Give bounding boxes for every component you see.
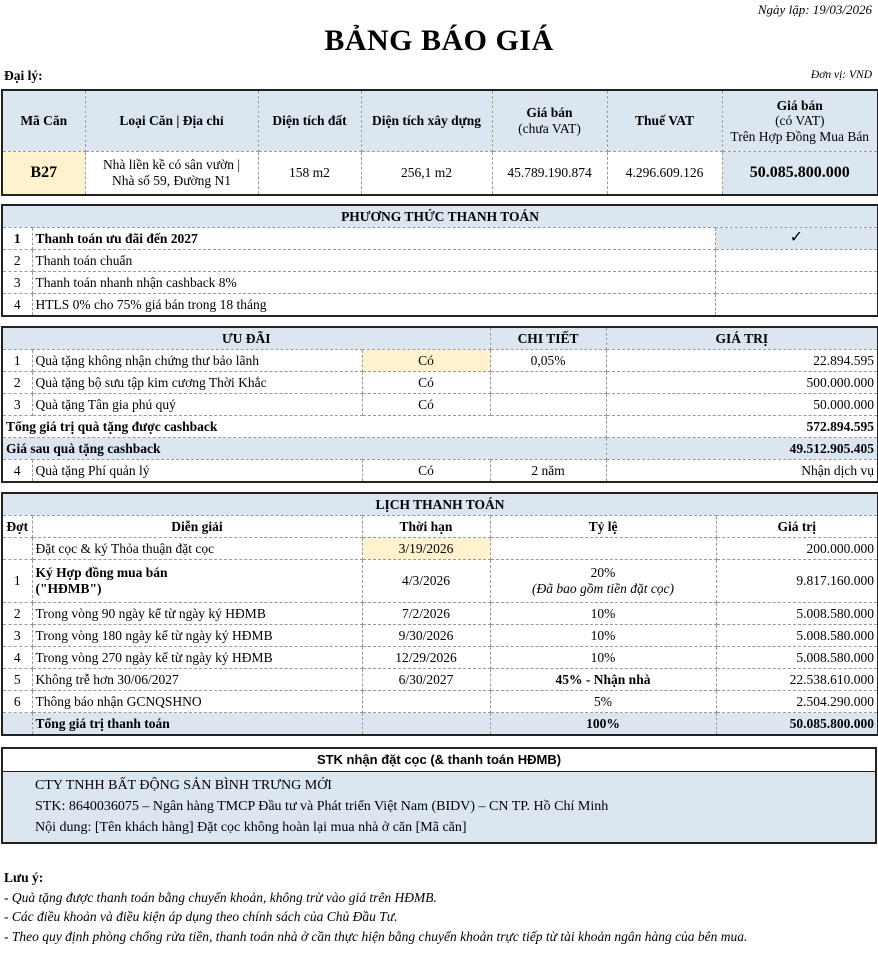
price-with-vat: 50.085.800.000 bbox=[722, 152, 878, 196]
payment-method-row[interactable] bbox=[2, 228, 878, 250]
promotion-no: 1 bbox=[2, 350, 32, 372]
schedule-no: 1 bbox=[2, 560, 32, 603]
notes-title: Lưu ý: bbox=[4, 870, 44, 885]
schedule-no: 2 bbox=[2, 603, 32, 625]
schedule-row bbox=[2, 669, 878, 691]
schedule-pct bbox=[490, 560, 716, 603]
schedule-date: 4/3/2026 bbox=[362, 560, 490, 603]
unit-type-line2: Nhà số 59, Đường N1 bbox=[111, 173, 232, 188]
schedule-desc: Trong vòng 180 ngày kể từ ngày ký HĐMB bbox=[32, 625, 362, 647]
promotion-row bbox=[2, 460, 878, 483]
col-price-with-vat-line2: (có VAT) bbox=[775, 113, 825, 129]
schedule-desc: Trong vòng 90 ngày kể từ ngày ký HĐMB bbox=[32, 603, 362, 625]
payment-methods-title: PHƯƠNG THỨC THANH TOÁN bbox=[2, 205, 878, 228]
col-price-pre-vat-line1: Giá bán bbox=[526, 105, 573, 121]
promotion-row bbox=[2, 350, 878, 372]
promotion-label: Quà tặng Tân gia phú quý bbox=[32, 394, 362, 416]
price-after-cashback-value: 49.512.905.405 bbox=[606, 438, 878, 460]
note-item: - Quà tặng được thanh toán bằng chuyển khoản, không trừ vào giá trên HĐMB. bbox=[4, 889, 437, 905]
schedule-date bbox=[362, 691, 490, 713]
promotion-label: Quà tặng Phí quản lý bbox=[32, 460, 362, 483]
schedule-col-desc: Diễn giải bbox=[32, 516, 362, 538]
payment-methods-table bbox=[1, 204, 878, 317]
schedule-date: 7/2/2026 bbox=[362, 603, 490, 625]
col-build-area: Diện tích xây dựng bbox=[361, 90, 492, 152]
payment-method-row[interactable] bbox=[2, 294, 878, 317]
schedule-value: 2.504.290.000 bbox=[716, 691, 878, 713]
col-price-pre-vat bbox=[492, 90, 607, 152]
payment-method-select[interactable] bbox=[715, 250, 878, 272]
promotions-table bbox=[1, 326, 878, 483]
schedule-col-value: Giá trị bbox=[716, 516, 878, 538]
schedule-value: 200.000.000 bbox=[716, 538, 878, 560]
schedule-pct: 5% bbox=[490, 691, 716, 713]
col-price-with-vat-line3: Trên Hợp Đồng Mua Bán bbox=[730, 128, 870, 144]
col-land-area: Diện tích đất bbox=[258, 90, 361, 152]
page-title: BẢNG BÁO GIÁ bbox=[324, 24, 554, 57]
col-unit-type: Loại Căn | Địa chỉ bbox=[85, 90, 258, 152]
schedule-total-row bbox=[2, 713, 878, 736]
promotion-status: Có bbox=[362, 372, 490, 394]
schedule-desc: Đặt cọc & ký Thỏa thuận đặt cọc bbox=[32, 538, 362, 560]
schedule-date: 6/30/2027 bbox=[362, 669, 490, 691]
payment-method-select[interactable] bbox=[715, 294, 878, 317]
promotion-row bbox=[2, 372, 878, 394]
schedule-pct-value: 20% bbox=[590, 565, 616, 581]
schedule-no: 6 bbox=[2, 691, 32, 713]
schedule-value: 5.008.580.000 bbox=[716, 647, 878, 669]
bank-info-box bbox=[1, 747, 877, 844]
cashback-total-label: Tổng giá trị quà tặng được cashback bbox=[2, 416, 606, 438]
issue-date: Ngày lập: 19/03/2026 bbox=[757, 2, 872, 17]
schedule-row bbox=[2, 625, 878, 647]
schedule-row bbox=[2, 691, 878, 713]
schedule-desc-line1: Ký Hợp đồng mua bán bbox=[35, 565, 168, 581]
promotion-detail: 0,05% bbox=[490, 350, 606, 372]
schedule-total-label: Tổng giá trị thanh toán bbox=[32, 713, 362, 736]
unit-header-row bbox=[2, 90, 878, 152]
schedule-no bbox=[2, 713, 32, 736]
payment-method-row[interactable] bbox=[2, 250, 878, 272]
schedule-pct bbox=[490, 538, 716, 560]
promotion-value: 22.894.595 bbox=[606, 350, 878, 372]
schedule-date: 9/30/2026 bbox=[362, 625, 490, 647]
promotion-detail: 2 năm bbox=[490, 460, 606, 483]
schedule-col-date: Thời hạn bbox=[362, 516, 490, 538]
check-mark-icon[interactable]: ✓ bbox=[715, 228, 878, 250]
payment-method-label: Thanh toán nhanh nhận cashback 8% bbox=[32, 272, 715, 294]
promotion-no: 2 bbox=[2, 372, 32, 394]
detail-header: CHI TIẾT bbox=[490, 327, 606, 350]
promotion-value: Nhận dịch vụ bbox=[606, 460, 878, 483]
promotion-value: 500.000.000 bbox=[606, 372, 878, 394]
land-area: 158 m2 bbox=[258, 152, 361, 196]
col-unit-code: Mã Căn bbox=[2, 90, 85, 152]
promotion-detail bbox=[490, 372, 606, 394]
payment-method-no: 4 bbox=[2, 294, 32, 317]
payment-method-no: 1 bbox=[2, 228, 32, 250]
schedule-value: 5.008.580.000 bbox=[716, 625, 878, 647]
notes bbox=[4, 868, 747, 946]
schedule-row bbox=[2, 647, 878, 669]
cashback-total-row bbox=[2, 416, 878, 438]
schedule-desc: Trong vòng 270 ngày kể từ ngày ký HĐMB bbox=[32, 647, 362, 669]
unit-data-row bbox=[2, 152, 878, 196]
payment-method-no: 3 bbox=[2, 272, 32, 294]
schedule-pct: 45% - Nhận nhà bbox=[490, 669, 716, 691]
vat-amount: 4.296.609.126 bbox=[607, 152, 722, 196]
promotion-no: 4 bbox=[2, 460, 32, 483]
schedule-desc: Thông báo nhận GCNQSHNO bbox=[32, 691, 362, 713]
note-item: - Các điều khoản và điều kiện áp dụng theo chính sách của Chủ Đầu Tư. bbox=[4, 909, 398, 924]
schedule-total-pct: 100% bbox=[490, 713, 716, 736]
schedule-pct: 10% bbox=[490, 625, 716, 647]
promotion-label: Quà tặng bộ sưu tập kim cương Thời Khắc bbox=[32, 372, 362, 394]
promotion-no: 3 bbox=[2, 394, 32, 416]
promotions-header: ƯU ĐÃI bbox=[2, 327, 490, 350]
schedule-date[interactable]: 3/19/2026 bbox=[362, 538, 490, 560]
price-after-cashback-label: Giá sau quà tặng cashback bbox=[2, 438, 606, 460]
col-price-pre-vat-line2: (chưa VAT) bbox=[518, 121, 581, 136]
payment-schedule-table bbox=[1, 492, 878, 736]
bank-transfer-content: Nội dung: [Tên khách hàng] Đặt cọc không hoàn lại mua nhà ở căn [Mã căn] bbox=[35, 820, 467, 835]
note-item: - Theo quy định phòng chống rửa tiền, thanh toán nhà ở cần thực hiện bằng chuyển khoản trực tiếp từ tài khoản ngân hàng của bên mua. bbox=[4, 928, 748, 944]
schedule-value: 22.538.610.000 bbox=[716, 669, 878, 691]
build-area: 256,1 m2 bbox=[361, 152, 492, 196]
schedule-no: 3 bbox=[2, 625, 32, 647]
payment-method-label: HTLS 0% cho 75% giá bán trong 18 tháng bbox=[32, 294, 715, 317]
value-header: GIÁ TRỊ bbox=[606, 327, 878, 350]
unit-type bbox=[85, 152, 258, 196]
schedule-desc bbox=[32, 560, 362, 603]
schedule-date: 12/29/2026 bbox=[362, 647, 490, 669]
promotion-detail bbox=[490, 394, 606, 416]
schedule-desc-line2: ("HĐMB") bbox=[35, 581, 102, 596]
payment-method-label: Thanh toán ưu đãi đến 2027 bbox=[32, 228, 715, 250]
payment-method-label: Thanh toán chuẩn bbox=[32, 250, 715, 272]
bank-company: CTY TNHH BẤT ĐỘNG SẢN BÌNH TRƯNG MỚI bbox=[35, 778, 332, 793]
promotion-status: Có bbox=[362, 394, 490, 416]
schedule-row bbox=[2, 603, 878, 625]
currency-unit: Đơn vị: VND bbox=[810, 69, 872, 81]
col-price-with-vat-line1: Giá bán bbox=[776, 97, 823, 113]
schedule-pct: 10% bbox=[490, 603, 716, 625]
schedule-no bbox=[2, 538, 32, 560]
schedule-deposit-row bbox=[2, 538, 878, 560]
price-pre-vat: 45.789.190.874 bbox=[492, 152, 607, 196]
promotion-row bbox=[2, 394, 878, 416]
payment-method-no: 2 bbox=[2, 250, 32, 272]
unit-info-table bbox=[1, 89, 878, 196]
schedule-value: 5.008.580.000 bbox=[716, 603, 878, 625]
schedule-desc: Không trễ hơn 30/06/2027 bbox=[32, 669, 362, 691]
bank-info-title: STK nhận đặt cọc (& thanh toán HĐMB) bbox=[3, 749, 875, 772]
schedule-no: 4 bbox=[2, 647, 32, 669]
schedule-col-no: Đợt bbox=[2, 516, 32, 538]
payment-method-row[interactable] bbox=[2, 272, 878, 294]
unit-type-line1: Nhà liền kề có sân vườn | bbox=[102, 157, 241, 173]
cashback-total-value: 572.894.595 bbox=[606, 416, 878, 438]
schedule-pct-note: (Đã bao gồm tiền đặt cọc) bbox=[531, 581, 675, 596]
col-vat: Thuế VAT bbox=[607, 90, 722, 152]
schedule-row bbox=[2, 560, 878, 603]
col-price-with-vat bbox=[722, 90, 878, 152]
promotion-status[interactable]: Có bbox=[362, 350, 490, 372]
promotion-label: Quà tặng không nhận chứng thư bảo lãnh bbox=[32, 350, 362, 372]
unit-code: B27 bbox=[2, 152, 85, 196]
schedule-date bbox=[362, 713, 490, 736]
schedule-total-value: 50.085.800.000 bbox=[716, 713, 878, 736]
agent-label: Đại lý: bbox=[4, 68, 43, 83]
bank-account: STK: 8640036075 – Ngân hàng TMCP Đầu tư và Phát triển Việt Nam (BIDV) – CN TP. Hồ Chí Minh bbox=[35, 799, 609, 814]
schedule-pct: 10% bbox=[490, 647, 716, 669]
promotion-value: 50.000.000 bbox=[606, 394, 878, 416]
promotion-status: Có bbox=[362, 460, 490, 483]
schedule-title: LỊCH THANH TOÁN bbox=[2, 493, 878, 516]
schedule-value: 9.817.160.000 bbox=[716, 560, 878, 603]
schedule-col-pct: Tỷ lệ bbox=[490, 516, 716, 538]
schedule-no: 5 bbox=[2, 669, 32, 691]
price-after-cashback-row bbox=[2, 438, 878, 460]
payment-method-select[interactable] bbox=[715, 272, 878, 294]
